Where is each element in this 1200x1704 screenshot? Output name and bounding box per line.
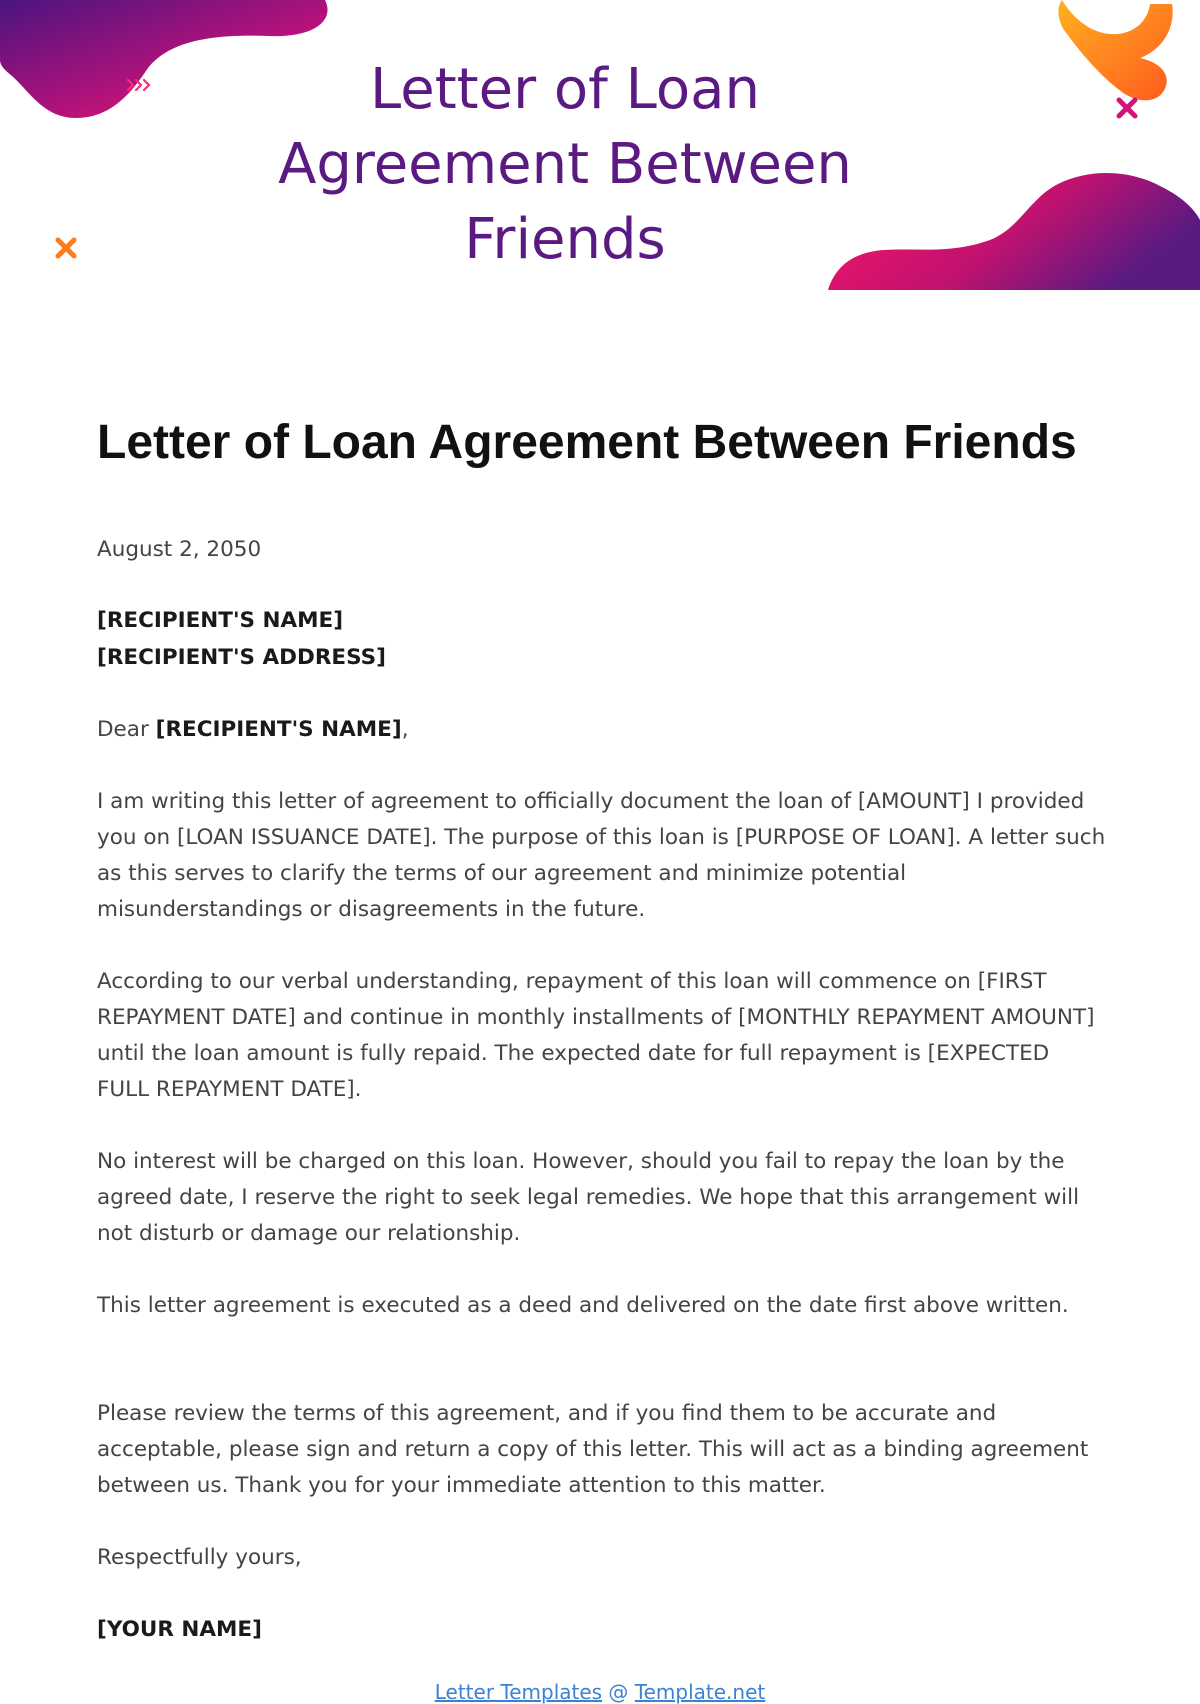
orange-x-icon [58,240,74,256]
signature-name: [YOUR NAME] [97,1617,262,1642]
document-heading: Letter of Loan Agreement Between Friends [97,416,1077,469]
orange-hook-shape [1058,0,1172,100]
paragraph-deed: This letter agreement is executed as a deed and delivered on the date first above written. [97,1293,1069,1318]
paragraph-interest: No interest will be charged on this loan. However, should you fail to repay the loan by the agreed date, I reserve the right to seek legal remedies. We hope that this arrangement will not disturb or damage our relationship. [97,1149,1080,1246]
footer [0,1680,1200,1704]
closing: Respectfully yours, [97,1545,302,1570]
salutation-name: [RECIPIENT'S NAME] [155,717,402,742]
salutation [97,712,1107,748]
paragraph-review: Please review the terms of this agreement, and if you find them to be accurate and acceptable, please sign and return a copy of this letter. This will act as a binding agreement between us. Thank you for your immediate attention to this matter. [97,1401,1089,1498]
footer-separator: @ [602,1680,635,1704]
footer-link-template-net[interactable]: Template.net [634,1680,766,1704]
salutation-suffix: , [401,717,409,742]
recipient-name: [RECIPIENT'S NAME] [97,608,344,633]
letter-date: August 2, 2050 [97,537,262,562]
paragraph-repayment: According to our verbal understanding, repayment of this loan will commence on [FIRST REPAYMENT DATE] and continue in monthly installments of [MONTHLY REPAYMENT AMOUNT] until the loan amount is fully repaid. The expected date for full repayment is [EXPECTED FULL REPAYMENT DATE]. [97,969,1095,1102]
banner-title: Letter of Loan Agreement Between Friends [278,57,852,272]
paragraph-loan-purpose: I am writing this letter of agreement to officially document the loan of [AMOUNT] I provided you on [LOAN ISSUANCE DATE]. The purpose of this loan is [PURPOSE OF LOAN]. A letter such as this serves to clarify the terms of our agreement and minimize potential misunderstandings or disagreements in the future. [97,789,1106,922]
recipient-address: [RECIPIENT'S ADDRESS] [97,645,386,670]
salutation-prefix: Dear [97,717,156,742]
magenta-x-icon [1119,100,1135,116]
footer-link-letter-templates[interactable]: Letter Templates [434,1680,603,1704]
blob-bottom-right [828,173,1200,290]
